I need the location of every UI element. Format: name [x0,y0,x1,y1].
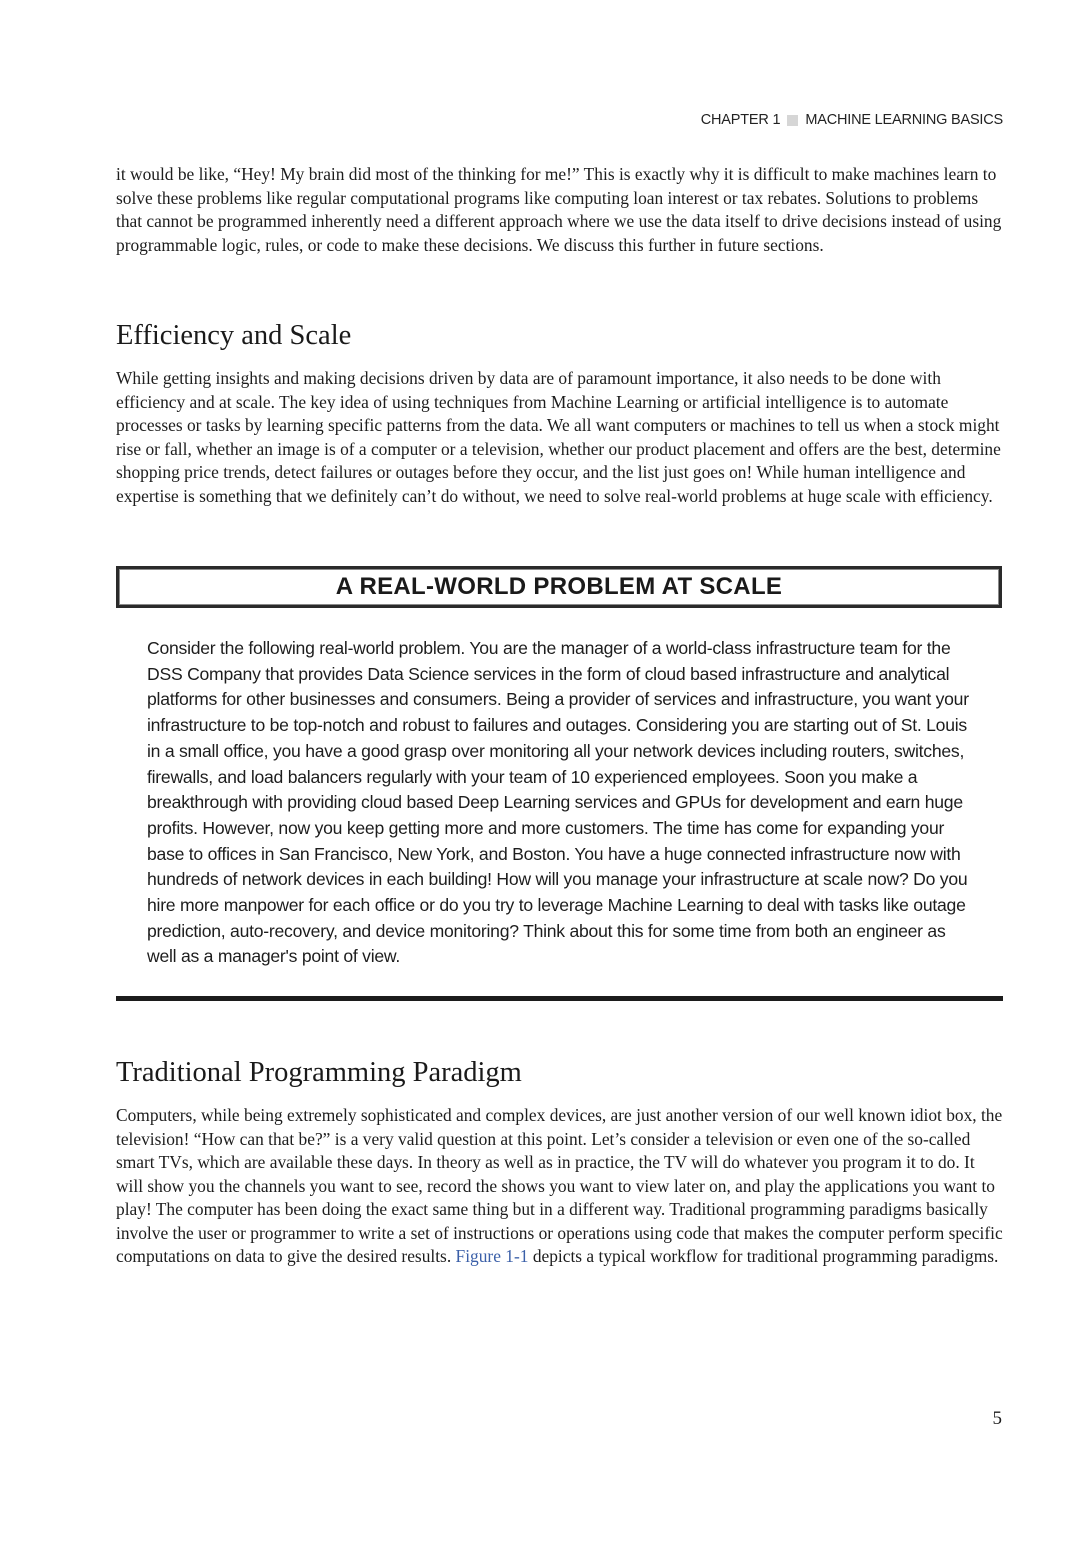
chapter-title: MACHINE LEARNING BASICS [805,112,1003,128]
heading-traditional-programming: Traditional Programming Paradigm [116,1057,522,1088]
sidebar-title: A REAL-WORLD PROBLEM AT SCALE [335,573,783,600]
header-separator [787,115,798,126]
traditional-paragraph [116,1104,1004,1269]
page-number: 5 [992,1408,1002,1429]
sidebar-title-box [116,566,1002,608]
running-header [701,112,1003,128]
efficiency-paragraph: While getting insights and making decisions driven by data are of paramount importance, it also needs to be done with efficiency and at scale. The key idea of using techniques from Machine Learning or artificial intelligence is to automate processes or tasks by learning specific patterns from the data. We all want computers or machines to tell us when a stock might rise or fall, whether an image is of a computer or a television, whether our product placement and offers are the best, determine shopping price trends, detect failures or outages before they occur, and the list just goes on! While human intelligence and expertise is something that we definitely can’t do without, we need to solve real-world problems at huge scale with efficiency. [116,368,1001,506]
intro-paragraph: it would be like, “Hey! My brain did most of the thinking for me!” This is exactly why it is difficult to make machines learn to solve these problems like regular computational programs like computing loan interest or tax rebates. Solutions to problems that cannot be programmed inherently need a different approach where we use the data itself to drive decisions instead of using programmable logic, rules, or code to make these decisions. We discuss this further in future sections. [116,164,1002,255]
heading-efficiency-and-scale: Efficiency and Scale [116,320,352,351]
traditional-text-end: depicts a typical workflow for traditional programming paradigms. [528,1246,999,1266]
traditional-text-start: Computers, while being extremely sophisticated and complex devices, are just another version of our well known idiot box, the television! “How can that be?” is a very valid question at this point. Let’s consider a television or even one of the so-called smart TVs, which are available these days. In theory as well as in practice, the TV will do whatever you program it to do. It will show you the channels you want to see, record the shows you want to view later on, and play the applications you want to play! The computer has been doing the exact same thing but in a different way. Traditional programming paradigms basically involve the user or programmer to write a set of instructions or operations using code that makes the computer perform specific computations on data to give the desired results. [116,1105,1003,1266]
chapter-label: CHAPTER 1 [700,112,781,128]
sidebar-body: Consider the following real-world problem. You are the manager of a world-class infrastructure team for the DSS Company that provides Data Science services in the form of cloud based infrastructure and analytical platforms for other businesses and consumers. Being a provider of services and infrastructure, you want your infrastructure to be top-notch and robust to failures and outages. Considering you are starting out of St. Louis in a small office, you have a good grasp over monitoring all your network devices including routers, switches, firewalls, and load balancers regularly with your team of 10 experienced employees. Soon you make a breakthrough with providing cloud based Deep Learning services and GPUs for development and earn huge profits. However, now you keep getting more and more customers. The time has come for expanding your base to offices in San Francisco, New York, and Boston. You have a huge connected infrastructure now with hundreds of network devices in each building! How will you manage your infrastructure at scale now? Do you hire more manpower for each office or do you try to leverage Machine Learning to deal with tasks like outage prediction, auto-recovery, and device monitoring? Think about this for some time from both an engineer as well as a manager's point of view. [147,638,969,967]
figure-reference-link[interactable]: Figure 1-1 [455,1246,529,1266]
sidebar-bottom-rule [116,996,1003,1001]
